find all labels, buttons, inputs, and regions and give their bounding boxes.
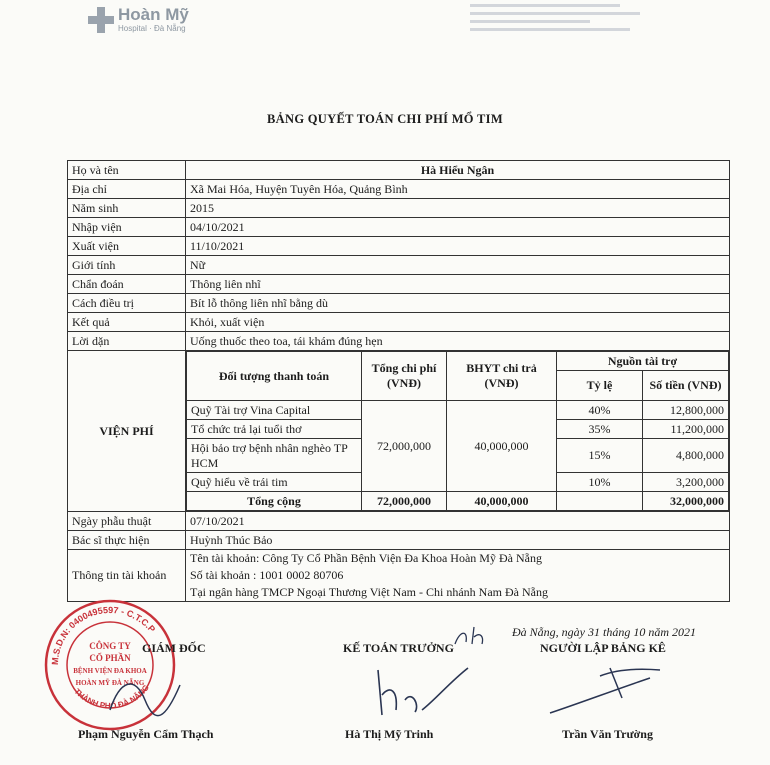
grand-total-bhyt: 40,000,000: [447, 492, 557, 511]
grand-total-label: Tổng cộng: [187, 492, 362, 511]
surgeon-name: Huỳnh Thúc Bảo: [186, 531, 730, 550]
place-date: Đà Nẵng, ngày 31 tháng 10 năm 2021: [512, 625, 696, 639]
account-name: Tên tài khoản: Công Ty Cổ Phần Bệnh Viện Đa Khoa Hoàn Mỹ Đà Nẵng: [190, 551, 542, 565]
header-address-block: [470, 4, 650, 36]
col-total-header: Tổng chi phí (VNĐ): [362, 352, 447, 401]
field-label: Địa chỉ: [68, 180, 186, 199]
field-label: Kết quả: [68, 313, 186, 332]
total-cost: 72,000,000: [362, 401, 447, 492]
sponsor-amount: 3,200,000: [643, 473, 729, 492]
table-row: [68, 294, 730, 313]
patient-name: Hà Hiểu Ngân: [186, 161, 730, 180]
field-label: Giới tính: [68, 256, 186, 275]
sponsor-name: Hội bảo trợ bệnh nhân nghèo TP HCM: [187, 439, 362, 473]
table-row: [68, 550, 730, 602]
col-bhyt-header: BHYT chi trả (VNĐ): [447, 352, 557, 401]
treatment: Bít lỗ thông liên nhĩ bằng dù: [186, 294, 730, 313]
table-row: [68, 199, 730, 218]
account-bank: Tại ngân hàng TMCP Ngoại Thương Việt Nam - Chi nhánh Nam Đà Nẵng: [190, 585, 548, 599]
col-amount-header: Số tiền (VNĐ): [643, 371, 729, 401]
accountant-name: Hà Thị Mỹ Trinh: [345, 727, 434, 741]
logo-brand: Hoàn Mỹ: [118, 5, 189, 24]
fees-section-label: VIỆN PHÍ: [68, 351, 186, 512]
field-label: Xuất viện: [68, 237, 186, 256]
sponsor-amount: 11,200,000: [643, 420, 729, 439]
sponsor-name: Quỹ Tài trợ Vina Capital: [187, 401, 362, 420]
sponsor-ratio: 10%: [557, 473, 643, 492]
stamp-line: CÔNG TY: [89, 641, 131, 651]
table-row: [68, 180, 730, 199]
sponsor-name: Tổ chức trả lại tuổi thơ: [187, 420, 362, 439]
grand-total-amount: 32,000,000: [643, 492, 729, 511]
fees-table: [186, 351, 729, 511]
sponsor-amount: 12,800,000: [643, 401, 729, 420]
patient-gender: Nữ: [186, 256, 730, 275]
preparer-signature: [540, 658, 670, 728]
director-title: GIÁM ĐỐC: [142, 641, 206, 655]
result: Khỏi, xuất viện: [186, 313, 730, 332]
patient-address: Xã Mai Hóa, Huyện Tuyên Hóa, Quảng Bình: [186, 180, 730, 199]
field-label: Chẩn đoán: [68, 275, 186, 294]
settlement-table: [67, 160, 730, 602]
preparer-title: NGƯỜI LẬP BẢNG KÊ: [540, 641, 666, 655]
field-label: Lời dặn: [68, 332, 186, 351]
diagnosis: Thông liên nhĩ: [186, 275, 730, 294]
accountant-initials: [450, 622, 500, 652]
account-number: Số tài khoản : 1001 0002 80706: [190, 568, 344, 582]
sponsor-name: Quỹ hiểu về trái tim: [187, 473, 362, 492]
stamp-line: CỔ PHẦN: [89, 653, 131, 663]
accountant-title: KẾ TOÁN TRƯỞNG: [343, 641, 454, 655]
preparer-name: Trần Văn Trường: [562, 727, 653, 741]
grand-total-cost: 72,000,000: [362, 492, 447, 511]
table-row: [68, 237, 730, 256]
sponsor-amount: 4,800,000: [643, 439, 729, 473]
field-label: Năm sinh: [68, 199, 186, 218]
discharge-date: 11/10/2021: [186, 237, 730, 256]
table-row: [68, 161, 730, 180]
hospital-logo: [88, 6, 189, 33]
col-ratio-header: Tỷ lệ: [557, 371, 643, 401]
accountant-signature: [360, 660, 480, 730]
table-row: [68, 512, 730, 531]
fees-row: [68, 351, 730, 512]
table-row: [68, 332, 730, 351]
table-row: [68, 313, 730, 332]
col-payer-header: Đối tượng thanh toán: [187, 352, 362, 401]
field-label: Nhập viện: [68, 218, 186, 237]
director-name: Phạm Nguyễn Cẩm Thạch: [78, 727, 214, 741]
cross-icon: [88, 7, 114, 33]
logo-subtitle: Hospital · Đà Nẵng: [118, 24, 186, 33]
field-label: Cách điều trị: [68, 294, 186, 313]
patient-birth-year: 2015: [186, 199, 730, 218]
sponsor-ratio: 15%: [557, 439, 643, 473]
advice: Uống thuốc theo toa, tái khám đúng hẹn: [186, 332, 730, 351]
sponsor-ratio: 40%: [557, 401, 643, 420]
admit-date: 04/10/2021: [186, 218, 730, 237]
table-row: [68, 218, 730, 237]
field-label: Ngày phẫu thuật: [68, 512, 186, 531]
stamp-line: BỆNH VIỆN ĐA KHOA: [73, 667, 147, 675]
field-label: Thông tin tài khoản: [68, 550, 186, 602]
col-source-header: Nguồn tài trợ: [557, 352, 729, 371]
director-signature: [90, 660, 200, 730]
field-label: Họ và tên: [68, 161, 186, 180]
surgery-date: 07/10/2021: [186, 512, 730, 531]
stamp-line: HOÀN MỸ ĐÀ NẴNG: [75, 679, 145, 687]
document-title: BẢNG QUYẾT TOÁN CHI PHÍ MỔ TIM: [267, 112, 503, 126]
table-row: [68, 531, 730, 550]
table-row: [68, 275, 730, 294]
stamp-ring-text: M.S.D.N: 0400495597 - C.T.C.P: [49, 604, 158, 666]
table-row: [68, 256, 730, 275]
field-label: Bác sĩ thực hiện: [68, 531, 186, 550]
sponsor-ratio: 35%: [557, 420, 643, 439]
bhyt-paid: 40,000,000: [447, 401, 557, 492]
stamp-bottom-text: THÀNH PHỐ ĐÀ NẴNG: [72, 683, 151, 711]
